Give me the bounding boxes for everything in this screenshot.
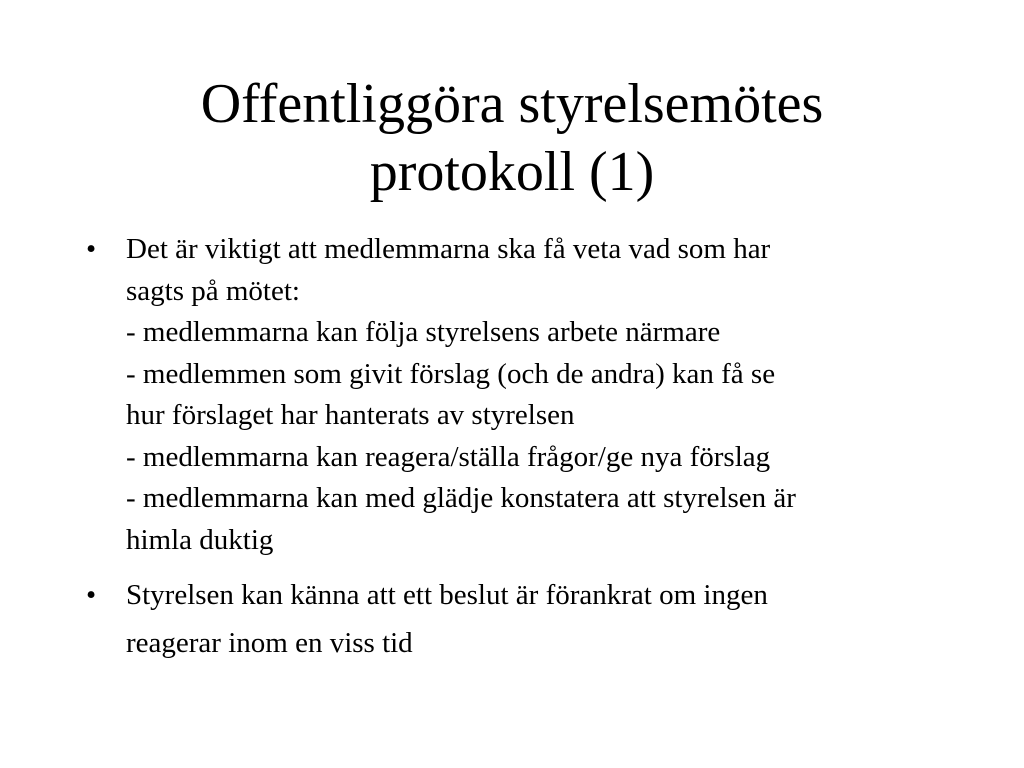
bullet-line: Det är viktigt att medlemmarna ska få veta vad som har bbox=[126, 233, 771, 265]
bullet-line: hur förslaget har hanterats av styrelsen bbox=[126, 399, 575, 431]
bullet-list bbox=[86, 229, 936, 667]
bullet-item bbox=[86, 571, 936, 667]
bullet-marker: • bbox=[86, 579, 97, 611]
bullet-line: reagerar inom en viss tid bbox=[126, 627, 413, 659]
bullet-line: Styrelsen kan känna att ett beslut är förankrat om ingen bbox=[126, 579, 768, 611]
bullet-item bbox=[86, 229, 936, 561]
bullet-line: - medlemmen som givit förslag (och de andra) kan få se bbox=[126, 357, 776, 390]
bullet-line: - medlemmarna kan följa styrelsens arbete närmare bbox=[126, 316, 721, 348]
bullet-line: sagts på mötet: bbox=[126, 274, 300, 307]
bullet-marker: • bbox=[86, 233, 97, 265]
bullet-line: - medlemmarna kan reagera/ställa frågor/ge nya förslag bbox=[126, 440, 771, 473]
slide-title bbox=[0, 70, 1024, 206]
title-line: protokoll (1) bbox=[369, 141, 655, 203]
bullet-line: himla duktig bbox=[126, 523, 274, 556]
bullet-line: - medlemmarna kan med glädje konstatera att styrelsen är bbox=[126, 482, 796, 514]
title-line: Offentliggöra styrelsemötes bbox=[200, 73, 824, 135]
